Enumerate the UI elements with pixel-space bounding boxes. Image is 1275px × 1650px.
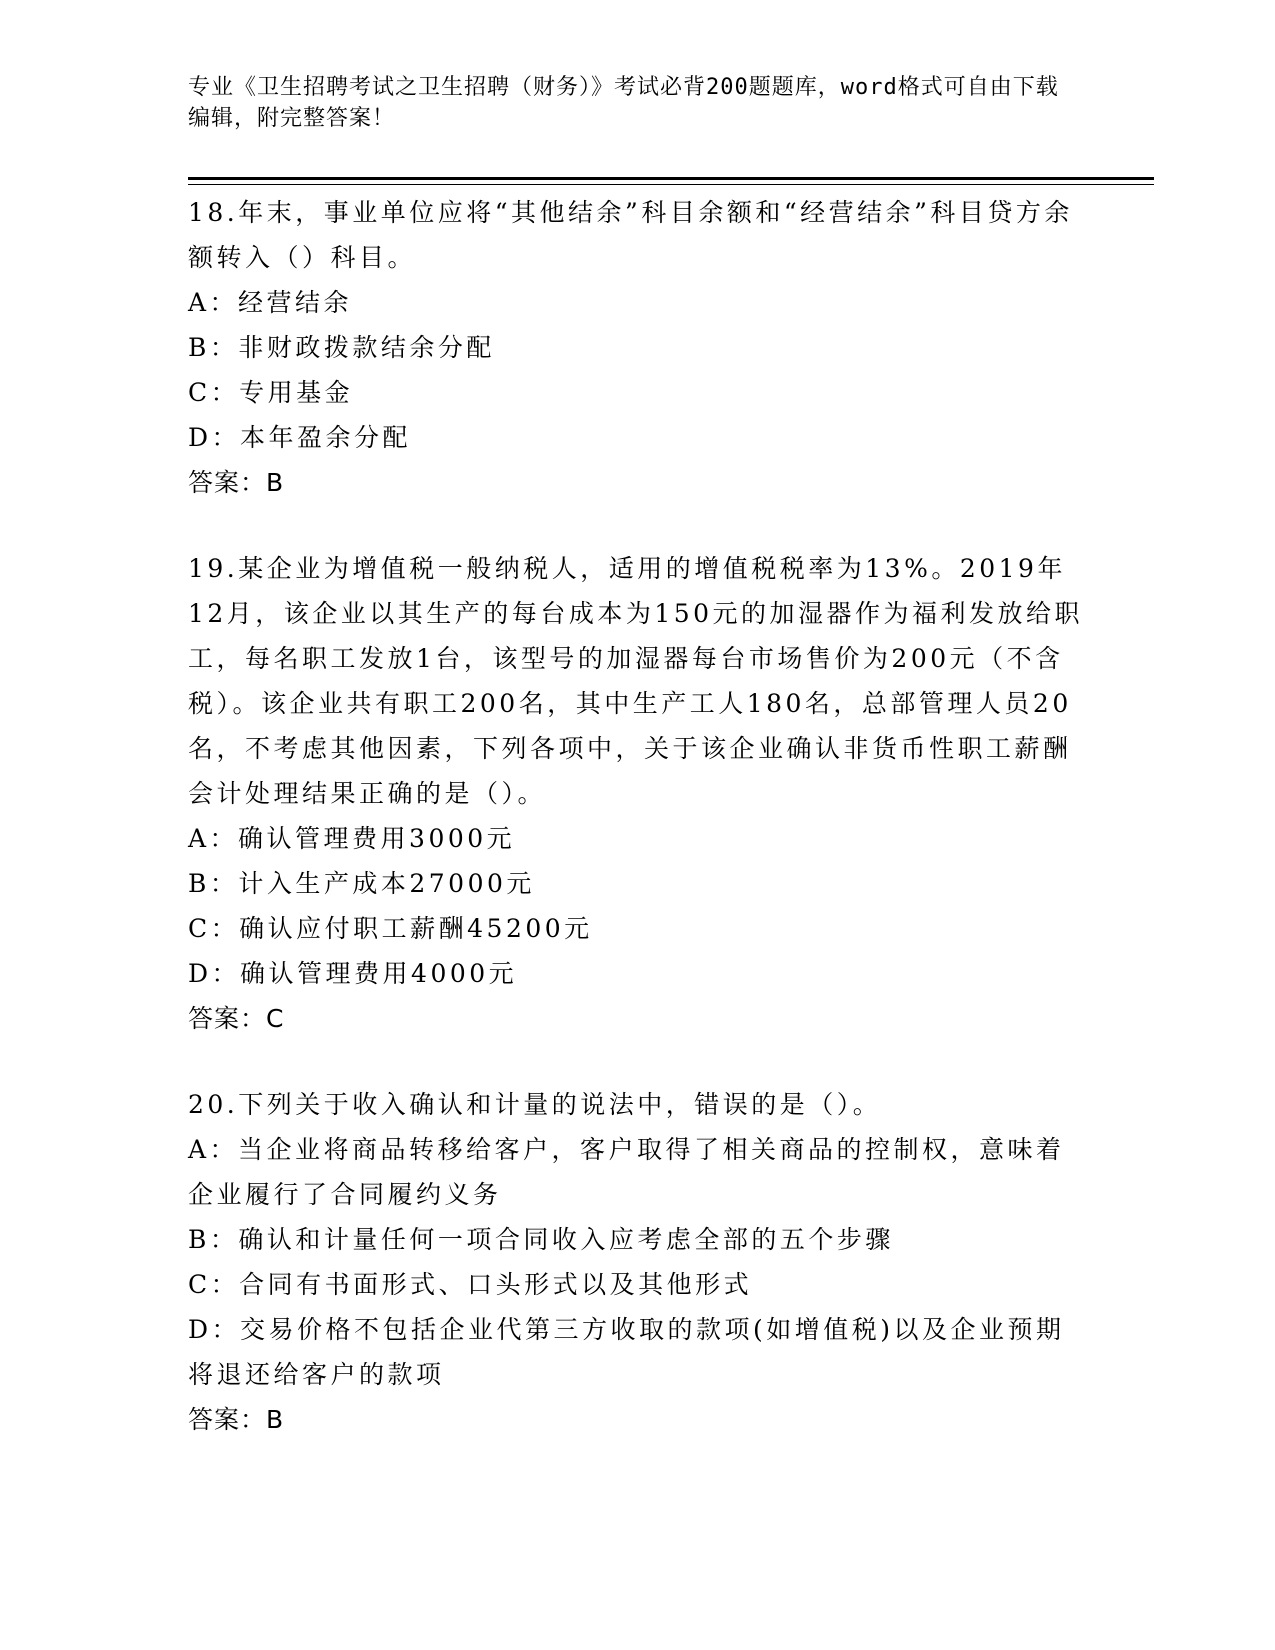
option-b: B：计入生产成本27000元 bbox=[188, 869, 535, 898]
option-d: D：本年盈余分配 bbox=[188, 423, 412, 452]
document-header: 专业《卫生招聘考试之卫生招聘（财务）》考试必背200题题库，word格式可自由下载编辑，附完整答案！ bbox=[188, 75, 1059, 131]
option-d: D：交易价格不包括企业代第三方收取的款项(如增值税)以及企业预期将退还给客户的款项 bbox=[188, 1315, 1065, 1389]
option-b: B：非财政拨款结余分配 bbox=[188, 333, 495, 362]
question-19 bbox=[188, 546, 1088, 1041]
question-18 bbox=[188, 190, 1088, 505]
option-a: A：当企业将商品转移给客户，客户取得了相关商品的控制权，意味着企业履行了合同履约义务 bbox=[188, 1135, 1065, 1209]
answer-line: 答案：C bbox=[188, 1004, 285, 1033]
option-c: C：专用基金 bbox=[188, 378, 354, 407]
option-a: A：经营结余 bbox=[188, 288, 353, 317]
option-b: B：确认和计量任何一项合同收入应考虑全部的五个步骤 bbox=[188, 1225, 894, 1254]
option-c: C：确认应付职工薪酬45200元 bbox=[188, 914, 593, 943]
option-a: A：确认管理费用3000元 bbox=[188, 824, 516, 853]
option-c: C：合同有书面形式、口头形式以及其他形式 bbox=[188, 1270, 753, 1299]
question-stem: 20.下列关于收入确认和计量的说法中，错误的是（）。 bbox=[188, 1090, 882, 1119]
option-d: D：确认管理费用4000元 bbox=[188, 959, 518, 988]
question-20 bbox=[188, 1082, 1088, 1442]
answer-line: 答案：B bbox=[188, 1405, 285, 1434]
header-divider-thin bbox=[188, 184, 1154, 185]
header-divider-thick bbox=[188, 177, 1154, 180]
question-stem: 18.年末，事业单位应将“其他结余”科目余额和“经营结余”科目贷方余额转入（）科目。 bbox=[188, 198, 1073, 272]
question-stem: 19.某企业为增值税一般纳税人，适用的增值税税率为13%。2019年12月，该企业以其生产的每台成本为150元的加湿器作为福利发放给职工，每名职工发放1台，该型号的加湿器每台市场售价为200元（不含税）。该企业共有职工200名，其中生产工人180名，总部管理人员20名，不考虑其他因素，下列各项中，关于该企业确认非货币性职工薪酬会计处理结果正确的是（）。 bbox=[188, 554, 1084, 808]
answer-line: 答案：B bbox=[188, 468, 285, 497]
question-list bbox=[188, 190, 1088, 1483]
